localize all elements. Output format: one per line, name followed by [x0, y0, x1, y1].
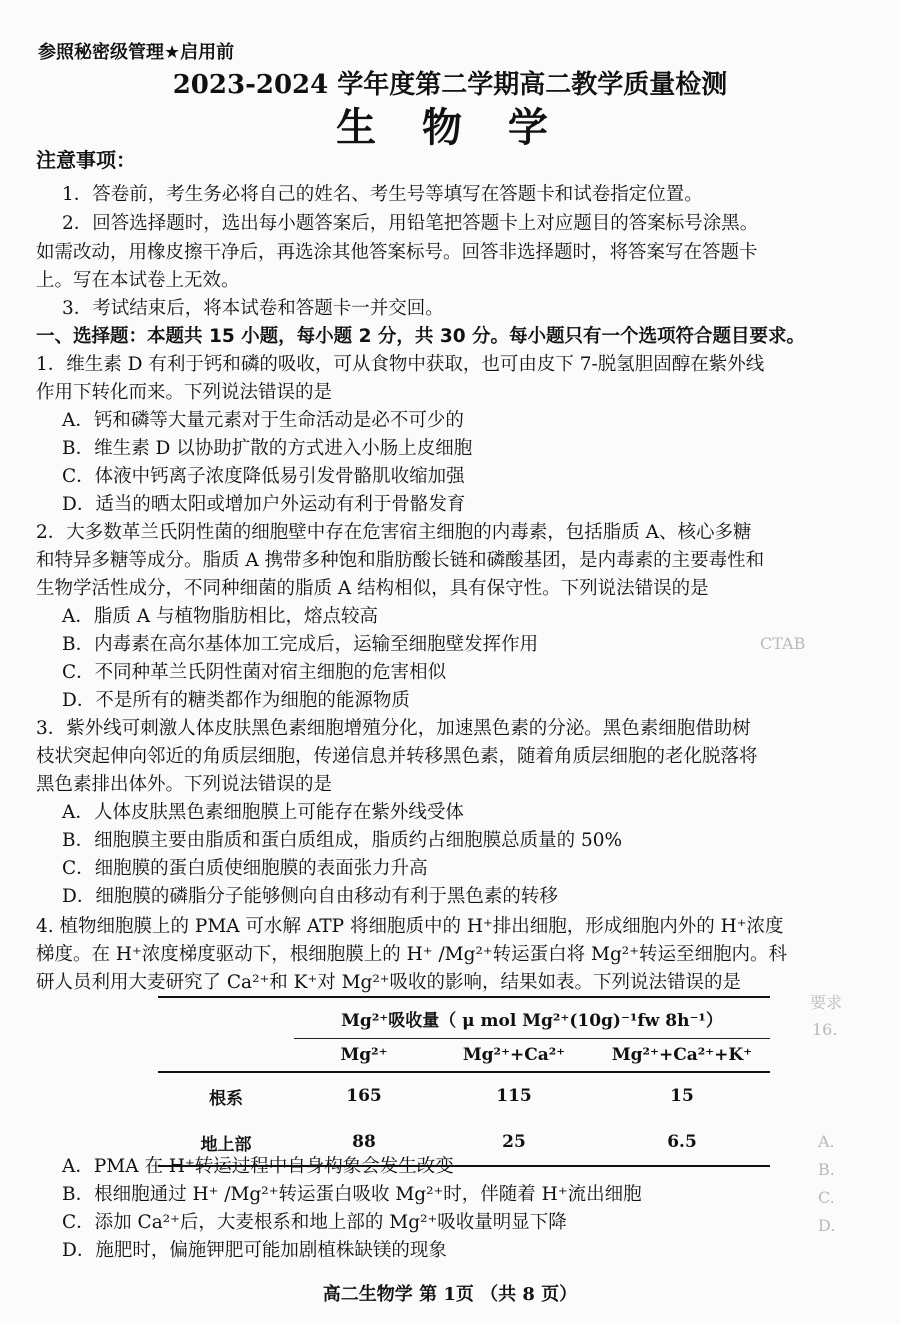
column-header: Mg²⁺+Ca²⁺ [434, 1039, 594, 1073]
table-cell: 25 [502, 1132, 526, 1152]
bleed-through-text: 要求 [810, 993, 843, 1012]
q4-option-b: B．根细胞通过 H⁺ /Mg²⁺转运蛋白吸收 Mg²⁺时，伴随着 H⁺流出细胞 [62, 1184, 642, 1205]
question-4-stem: 梯度。在 H⁺浓度梯度驱动下，根细胞膜上的 H⁺ /Mg²⁺转运蛋白将 Mg²⁺转运至细胞内。科 [36, 944, 787, 965]
bleed-through-text: A. [818, 1132, 835, 1151]
exam-title: 2023-2024 学年度第二学期高二教学质量检测 [172, 70, 728, 100]
q4-option-a: A．PMA 在 H⁺转运过程中自身构象会发生改变 [62, 1156, 454, 1177]
bleed-through-text: D. [818, 1216, 836, 1235]
notice-line: 2．回答选择题时，选出每小题答案后，用铅笔把答题卡上对应题目的答案标号涂黑。 [62, 213, 759, 234]
table-cell: 15 [670, 1086, 694, 1106]
notice-line: 1．答卷前，考生务必将自己的姓名、考生号等填写在答题卡和试卷指定位置。 [62, 184, 703, 205]
q4-option-c: C．添加 Ca²⁺后，大麦根系和地上部的 Mg²⁺吸收量明显下降 [62, 1212, 567, 1233]
table-row [158, 1072, 770, 1119]
question-2-stem: 生物学活性成分，不同种细菌的脂质 A 结构相似，具有保守性。下列说法错误的是 [36, 578, 709, 599]
question-1-stem: 1．维生素 D 有利于钙和磷的吸收，可从食物中获取，也可由皮下 7-脱氢胆固醇在紫外线 [36, 354, 765, 375]
question-3-stem: 枝状突起伸向邻近的角质层细胞，传递信息并转移黑色素，随着角质层细胞的老化脱落将 [36, 746, 758, 767]
question-3-stem: 3．紫外线可刺激人体皮肤黑色素细胞增殖分化，加速黑色素的分泌。黑色素细胞借助树 [36, 718, 751, 739]
question-4-stem: 研人员利用大麦研究了 Ca²⁺和 K⁺对 Mg²⁺吸收的影响，结果如表。下列说法错误的是 [36, 972, 742, 993]
notice-heading: 注意事项： [36, 148, 136, 172]
confidentiality-note: 参照秘密级管理★启用前 [38, 42, 235, 63]
table-cell: 88 [352, 1132, 376, 1152]
row-label: 根系 [209, 1088, 243, 1109]
page-footer: 高二生物学 第 1页 （共 8 页） [322, 1284, 578, 1305]
mg-uptake-table [158, 996, 770, 1167]
table-corner [158, 997, 294, 1039]
table-cell: 165 [346, 1086, 382, 1106]
question-4-stem: 4. 植物细胞膜上的 PMA 可水解 ATP 将细胞质中的 H⁺排出细胞，形成细胞内外的 H⁺浓度 [36, 916, 784, 937]
bleed-through-text: CTAB [760, 634, 806, 653]
q2-option-c: C．不同种革兰氏阴性菌对宿主细胞的危害相似 [62, 662, 447, 683]
bleed-through-text: C. [818, 1188, 835, 1207]
q1-option-b: B．维生素 D 以协助扩散的方式进入小肠上皮细胞 [62, 438, 473, 459]
q3-option-d: D．细胞膜的磷脂分子能够侧向自由移动有利于黑色素的转移 [62, 886, 558, 907]
q4-option-d: D．施肥时，偏施钾肥可能加剧植株缺镁的现象 [62, 1240, 447, 1261]
q3-option-a: A．人体皮肤黑色素细胞膜上可能存在紫外线受体 [62, 802, 464, 823]
subject-title: 生 物 学 [336, 104, 564, 151]
question-1-stem: 作用下转化而来。下列说法错误的是 [36, 382, 333, 403]
table-cell: 6.5 [667, 1132, 697, 1152]
section-heading: 一、选择题：本题共 15 小题，每小题 2 分，共 30 分。每小题只有一个选项符合题目要求。 [36, 326, 806, 347]
q1-option-c: C．体液中钙离子浓度降低易引发骨骼肌收缩加强 [62, 466, 465, 487]
question-2-stem: 2．大多数革兰氏阴性菌的细胞壁中存在危害宿主细胞的内毒素，包括脂质 A、核心多糖 [36, 522, 752, 543]
table-corner [158, 1039, 294, 1073]
notice-line: 上。写在本试卷上无效。 [36, 270, 240, 291]
row-label: 地上部 [200, 1134, 252, 1155]
bleed-through-text: B. [818, 1160, 835, 1179]
q3-option-c: C．细胞膜的蛋白质使细胞膜的表面张力升高 [62, 858, 428, 879]
q3-option-b: B．细胞膜主要由脂质和蛋白质组成，脂质约占细胞膜总质量的 50% [62, 830, 623, 851]
column-header: Mg²⁺ [294, 1039, 434, 1073]
notice-line: 如需改动，用橡皮擦干净后，再选涂其他答案标号。回答非选择题时，将答案写在答题卡 [36, 242, 758, 263]
q2-option-a: A．脂质 A 与植物脂肪相比，熔点较高 [62, 606, 378, 627]
q1-option-a: A．钙和磷等大量元素对于生命活动是必不可少的 [62, 410, 464, 431]
column-header: Mg²⁺+Ca²⁺+K⁺ [594, 1039, 770, 1073]
question-2-stem: 和特异多糖等成分。脂质 A 携带多种饱和脂肪酸长链和磷酸基团，是内毒素的主要毒性和 [36, 550, 765, 571]
q2-option-b: B．内毒素在高尔基体加工完成后，运输至细胞壁发挥作用 [62, 634, 539, 655]
notice-line: 3．考试结束后，将本试卷和答题卡一并交回。 [62, 298, 444, 319]
q2-option-d: D．不是所有的糖类都作为细胞的能源物质 [62, 690, 410, 711]
bleed-through-text: 16. [812, 1020, 838, 1039]
question-3-stem: 黑色素排出体外。下列说法错误的是 [36, 774, 333, 795]
table-cell: 115 [496, 1086, 532, 1106]
q1-option-d: D．适当的晒太阳或增加户外运动有利于骨骼发育 [62, 494, 466, 515]
table-header: Mg²⁺吸收量（ μ mol Mg²⁺(10g)⁻¹fw 8h⁻¹） [294, 997, 770, 1039]
